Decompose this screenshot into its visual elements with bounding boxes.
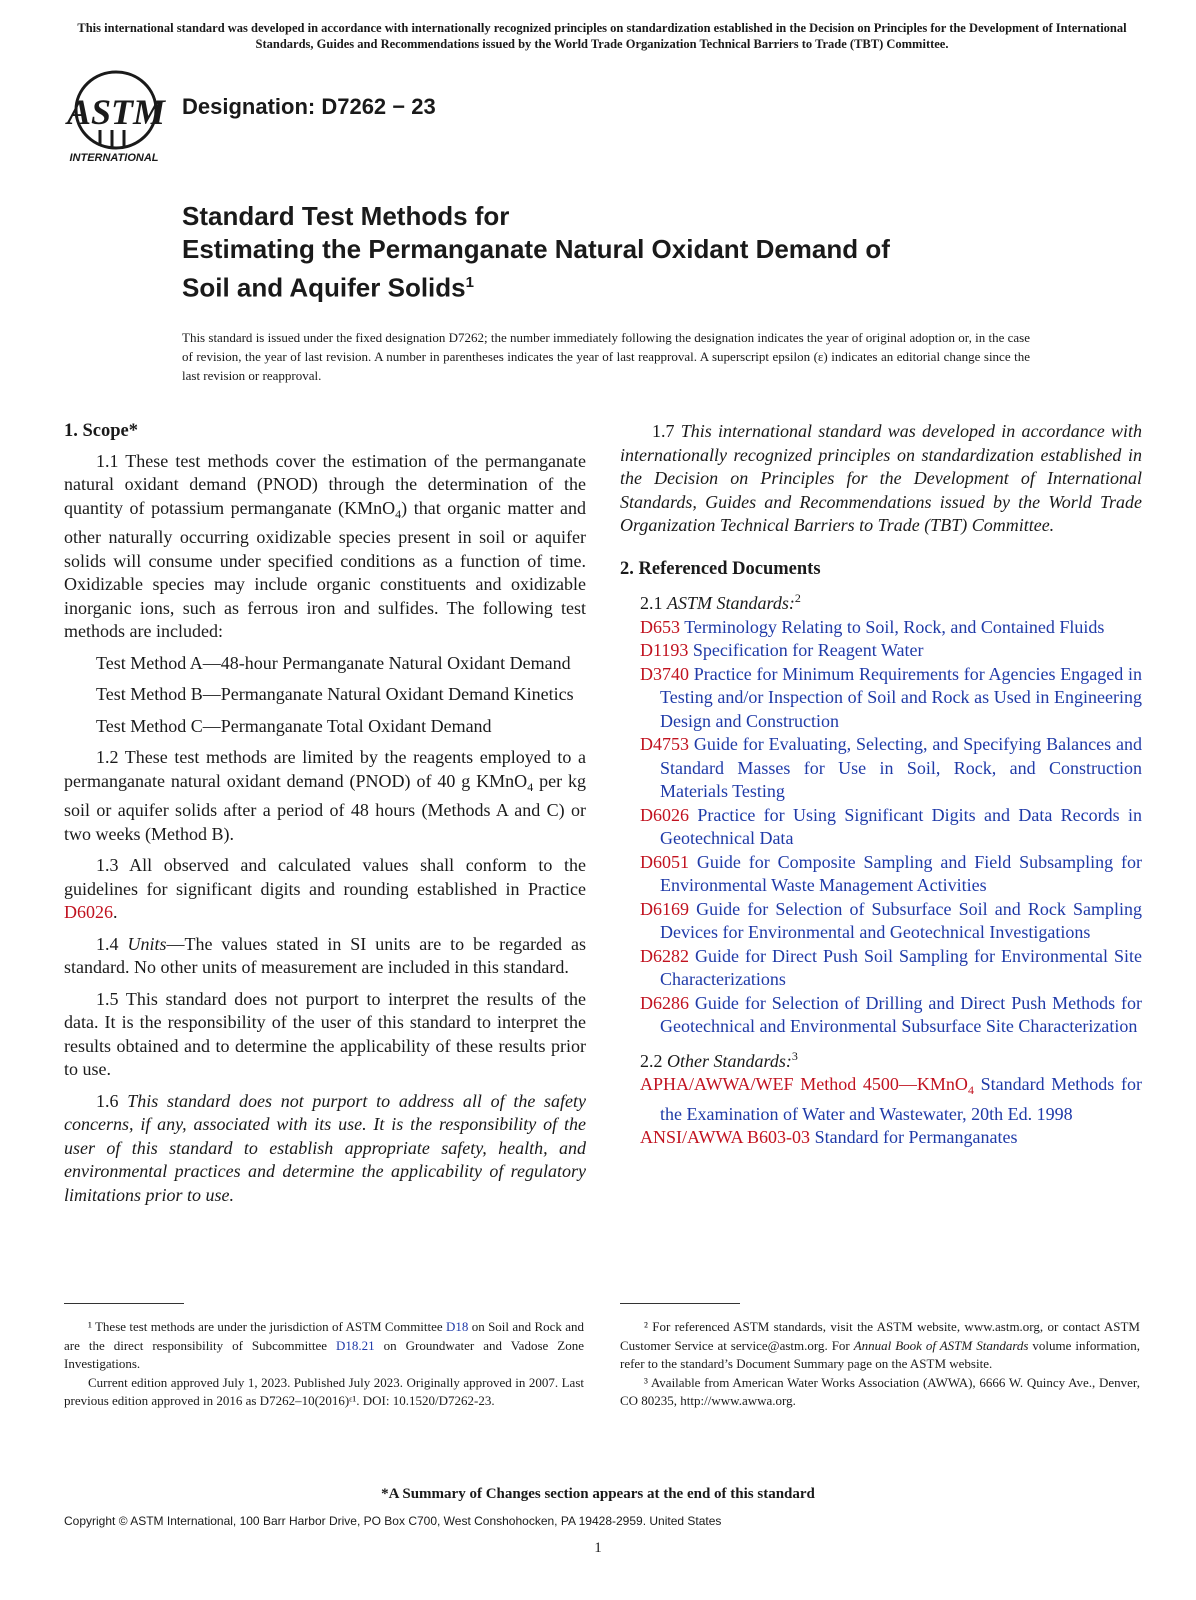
copyright: Copyright © ASTM International, 100 Barr Harbor Drive, PO Box C700, West Conshohocken, PA 19428-2959. United States [64, 1514, 722, 1528]
footnote-2: ² For referenced ASTM standards, visit the ASTM website, www.astm.org, or contact ASTM Customer Service at service@astm.org. For Annual Book of ASTM Standards volume information, refer to the standard’s Document Summary page on the ASTM website. [620, 1319, 1141, 1371]
reference-code[interactable]: D653 [640, 616, 680, 637]
reference-title[interactable]: Practice for Minimum Requirements for Agencies Engaged in Testing and/or Inspection of Soil and Rock as Used in Engineering Design and Construction [660, 663, 1142, 731]
reference-d653[interactable] [620, 616, 1142, 640]
title-footnote-ref[interactable]: 1 [465, 274, 474, 291]
scope-heading: 1. Scope* [64, 421, 138, 441]
reference-code[interactable]: D1193 [640, 640, 689, 660]
left-column [64, 420, 586, 1215]
reference-ansi[interactable]: ANSI/AWWA B603-03 Standard for Permanganates [640, 1127, 1018, 1147]
reference-code[interactable]: D6051 [640, 851, 689, 872]
reference-code[interactable]: D6282 [640, 945, 689, 966]
para-1-3: 1.3 All observed and calculated values shall conform to the guidelines for significant digits and rounding established in Practice D6026. [64, 855, 586, 922]
footnotes-left [64, 1318, 584, 1411]
reference-d6282[interactable] [620, 945, 1142, 992]
para-1-5: 1.5 This standard does not purport to interpret the results of the data. It is the responsibility of the user of this standard to interpret the results obtained and to determine the applicability of these results prior to use. [64, 988, 586, 1079]
link-d6026[interactable]: D6026 [64, 902, 113, 922]
tbt-banner: This international standard was developed in accordance with internationally recognized principles on standardization established in the Decision on Principles for the Development of International Standards, Guides and Recommendations issued by the World Trade Organization Technical Barriers to Trade (TBT) Committee. [77, 21, 1127, 51]
astm-logo [64, 68, 168, 164]
svg-text:ASTM: ASTM [66, 92, 166, 132]
para-1-1: 1.1 These test methods cover the estimation of the permanganate natural oxidant demand (PNOD) through the determination of the quantity of potassium permanganate (KMnO$_4$) that organic matter and other naturally occurring oxidizable species present in soil or aquifer solids will consume under specified conditions as a function of time. Oxidizable species may include organic constituents and oxidizable inorganic ions, such as ferrous iron and sulfides. The following test methods are included: [64, 450, 586, 641]
reference-code[interactable]: D6169 [640, 898, 689, 919]
reference-title[interactable]: Guide for Composite Sampling and Field Subsampling for Environmental Waste Management Activities [660, 851, 1142, 895]
designation: Designation: D7262 − 23 [182, 94, 436, 119]
reference-title[interactable]: Specification for Reagent Water [692, 640, 924, 660]
para-1-7: 1.7 This international standard was developed in accordance with internationally recognized principles on standardization established in the Decision on Principles for the Development of International Standards, Guides and Recommendations issued by the World Trade Organization Technical Barriers to Trade (TBT) Committee. [620, 421, 1142, 535]
page-number: 1 [594, 1540, 602, 1556]
reference-apha[interactable]: APHA/AWWA/WEF Method 4500—KMnO$_4$ Standard Methods for the Examination of Water and Wastewater, 20th Ed. 1998 [640, 1074, 1142, 1124]
link-d18-21[interactable]: D18.21 [336, 1337, 375, 1353]
method-c: Test Method C—Permanganate Total Oxidant Demand [96, 715, 492, 736]
document-title [182, 200, 1082, 305]
reference-code[interactable]: D6286 [640, 992, 689, 1013]
astm-standards-label: 2.1 ASTM Standards:$^2$ [640, 591, 801, 613]
reference-d6026[interactable] [620, 804, 1142, 851]
para-1-2: 1.2 These test methods are limited by the reagents employed to a permanganate natural oxidant demand (PNOD) of 40 g KMnO$_4$ per kg soil or aquifer solids after a period of 48 hours (Methods A and C) or two weeks (Method B). [64, 747, 586, 844]
reference-code[interactable]: D6026 [640, 804, 689, 825]
footnote-1: ¹ These test methods are under the jurisdiction of ASTM Committee D18 on Soil and Rock and are the direct responsibility of Subcommittee D18.21 on Groundwater and Vadose Zone Investigations. [64, 1319, 584, 1371]
para-1-6: 1.6 This standard does not purport to address all of the safety concerns, if any, associated with its use. It is the responsibility of the user of this standard to establish appropriate safety, health, and environmental practices and determine the applicability of regulatory limitations prior to use. [64, 1090, 587, 1205]
reference-d3740[interactable] [620, 663, 1142, 734]
other-standards-label: 2.2 Other Standards:$^3$ [640, 1048, 798, 1071]
reference-d6169[interactable] [620, 898, 1142, 945]
summary-of-changes-note: *A Summary of Changes section appears at the end of this standard [381, 1486, 815, 1502]
title-line-1: Standard Test Methods for [182, 201, 510, 231]
right-column [620, 420, 1142, 1150]
reference-title[interactable]: Guide for Selection of Subsurface Soil and Rock Sampling Devices for Environmental and Geotechnical Investigations [660, 898, 1142, 942]
reference-d6051[interactable] [620, 851, 1142, 898]
referenced-docs-heading: 2. Referenced Documents [620, 558, 821, 579]
reference-title[interactable]: Guide for Evaluating, Selecting, and Specifying Balances and Standard Masses for Use in Soil, Rock, and Construction Materials Testing [660, 734, 1142, 801]
reference-code[interactable]: D4753 [640, 734, 689, 754]
footnote-1-edition: Current edition approved July 1, 2023. Published July 2023. Originally approved in 2007. Last previous edition approved in 2016 as D7262–10(2016)ᵋ¹. DOI: 10.1520/D7262-23. [64, 1374, 584, 1408]
issuance-note: This standard is issued under the fixed designation D7262; the number immediately following the designation indicates the year of original adoption or, in the case of revision, the year of last revision. A number in parentheses indicates the year of last reapproval. A superscript epsilon (ε) indicates an editorial change since the last revision or reapproval. [182, 330, 1030, 383]
reference-title[interactable]: Practice for Using Significant Digits and Data Records in Geotechnical Data [660, 804, 1142, 848]
reference-d1193[interactable] [620, 639, 1142, 663]
footnote-3: ³ Available from American Water Works Association (AWWA), 6666 W. Quincy Ave., Denver, CO 80235, http://www.awwa.org. [620, 1374, 1140, 1408]
astm-reference-list [620, 616, 1142, 1039]
footnotes-right [620, 1318, 1140, 1411]
title-line-3: Soil and Aquifer Solids$^1$ [182, 272, 474, 303]
method-a: Test Method A—48-hour Permanganate Natural Oxidant Demand [96, 652, 571, 673]
para-1-4: 1.4 Units—The values stated in SI units are to be regarded as standard. No other units of measurement are included in this standard. [64, 933, 586, 977]
reference-title[interactable]: Guide for Selection of Drilling and Direct Push Methods for Geotechnical and Environmental Subsurface Site Characterization [660, 992, 1143, 1036]
footnote-rule-left [64, 1303, 184, 1304]
reference-title[interactable]: Guide for Direct Push Soil Sampling for Environmental Site Characterizations [660, 945, 1143, 989]
reference-d6286[interactable] [620, 992, 1142, 1039]
reference-code[interactable]: D3740 [640, 663, 689, 684]
reference-title[interactable]: Terminology Relating to Soil, Rock, and Contained Fluids [684, 616, 1105, 637]
reference-d4753[interactable] [620, 733, 1142, 804]
method-b: Test Method B—Permanganate Natural Oxidant Demand Kinetics [96, 684, 574, 704]
footnote-rule-right [620, 1303, 740, 1304]
title-line-2: Estimating the Permanganate Natural Oxidant Demand of [182, 234, 890, 264]
link-d18[interactable]: D18 [446, 1319, 469, 1334]
svg-text:INTERNATIONAL: INTERNATIONAL [69, 152, 159, 164]
